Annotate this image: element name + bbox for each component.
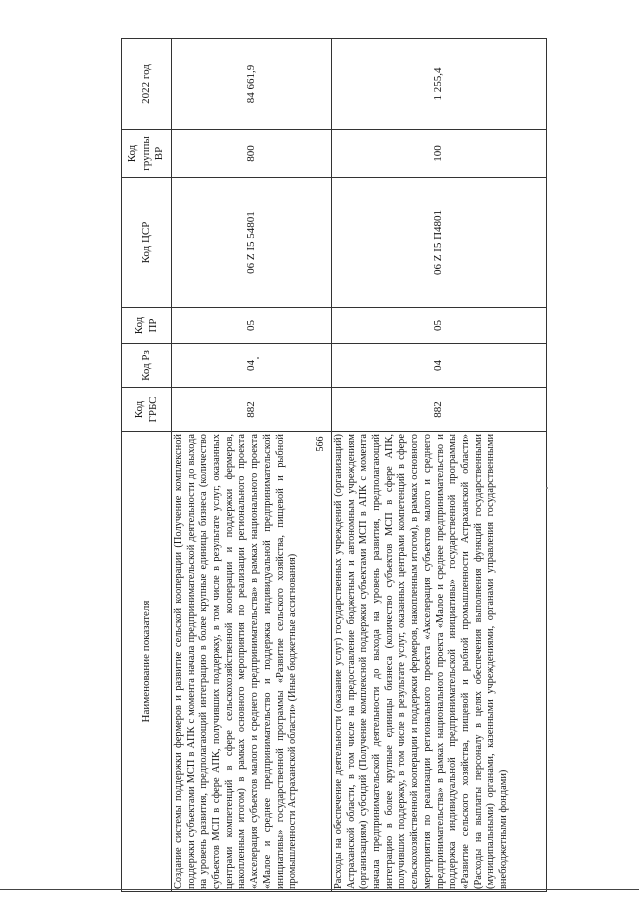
row-rz: 04 — [172, 344, 332, 388]
page-bottom-rule — [0, 889, 639, 890]
header-csr: Код ЦСР — [122, 178, 172, 308]
rotated-table-wrapper — [121, 39, 547, 892]
row-year: 84 661,9 — [172, 39, 332, 130]
row-year: 1 255,4 — [332, 39, 547, 130]
row-vr: 800 — [172, 130, 332, 178]
row-pr: 05 — [172, 308, 332, 344]
row-csr: 06 Z I5 54801 — [172, 178, 332, 308]
header-name: Наименование показателя — [122, 432, 172, 892]
header-pr: Код ПР — [122, 308, 172, 344]
row-csr: 06 Z I5 П4801 — [332, 178, 547, 308]
row-pr: 05 — [332, 308, 547, 344]
header-rz: Код Рз — [122, 344, 172, 388]
row-name: Создание системы поддержки фермеров и развитие сельской кооперации (Получение комплексной поддержки субъектами МСП в АПК с момента начала предпринимательской деятельности до выхода на уровень развития, предполагающий интеграцию в более крупные единицы бизнеса (количество субъектов МСП в сфере АПК, получивших поддержку, в том числе в результате услуг, оказанных центрами компетенций в сфере сельскохозяйственной кооперации и поддержки фермеров, накопленным итогом) в рамках основного мероприятия по реализации регионального проекта «Акселерация субъектов малого и среднего предпринимательства» в рамках национального проекта «Малое и среднее предпринимательство и поддержка индивидуальной предпринимательской инициативы» государственной программы «Развитие сельского хозяйства, пищевой и рыбной промышленности Астраханской области» (Иные бюджетные ассигнования) — [172, 432, 332, 892]
header-grbs: Код ГРБС — [122, 388, 172, 432]
scan-speck — [546, 487, 548, 489]
header-vr: Код группы ВР — [122, 130, 172, 178]
table-header-row — [122, 39, 172, 892]
budget-table — [121, 38, 547, 892]
table-row — [332, 39, 547, 892]
table-row — [172, 39, 332, 892]
scan-speck — [257, 357, 259, 359]
row-rz: 04 — [332, 344, 547, 388]
row-grbs: 882 — [332, 388, 547, 432]
page-number: 566 — [315, 436, 326, 452]
header-year: 2022 год — [122, 39, 172, 130]
row-vr: 100 — [332, 130, 547, 178]
row-grbs: 882 — [172, 388, 332, 432]
row-name: Расходы на обеспечение деятельности (оказание услуг) государственных учреждений (организаций) Астраханской области, в том числе на предоставление бюджетным и автономным учреждениям (организациям) субсидий (Получение комплексной поддержки субъектами МСП в АПК с момента начала предпринимательской деятельности до выхода на уровень развития, предполагающий интеграцию в более крупные единицы бизнеса (количество субъектов МСП в сфере АПК, получивших поддержку, в том числе в результате услуг, оказанных центрами компетенций в сфере сельскохозяйственной кооперации и поддержки фермеров, накопленным итогом), в рамках основного мероприятия по реализации регионального проекта «Акселерация субъектов малого и среднего предпринимательства» в рамках национального проекта «Малое и среднее предпринимательство и поддержка индивидуальной предпринимательской инициативы» государственной программы «Развитие сельского хозяйства, пищевой и рыбной промышленности Астраханской области» (Расходы на выплаты персоналу в целях обеспечения выполнения функций государственными (муниципальными) органами, казенными учреждениями, органами управления государственными внебюджетными фондами) — [332, 432, 547, 892]
